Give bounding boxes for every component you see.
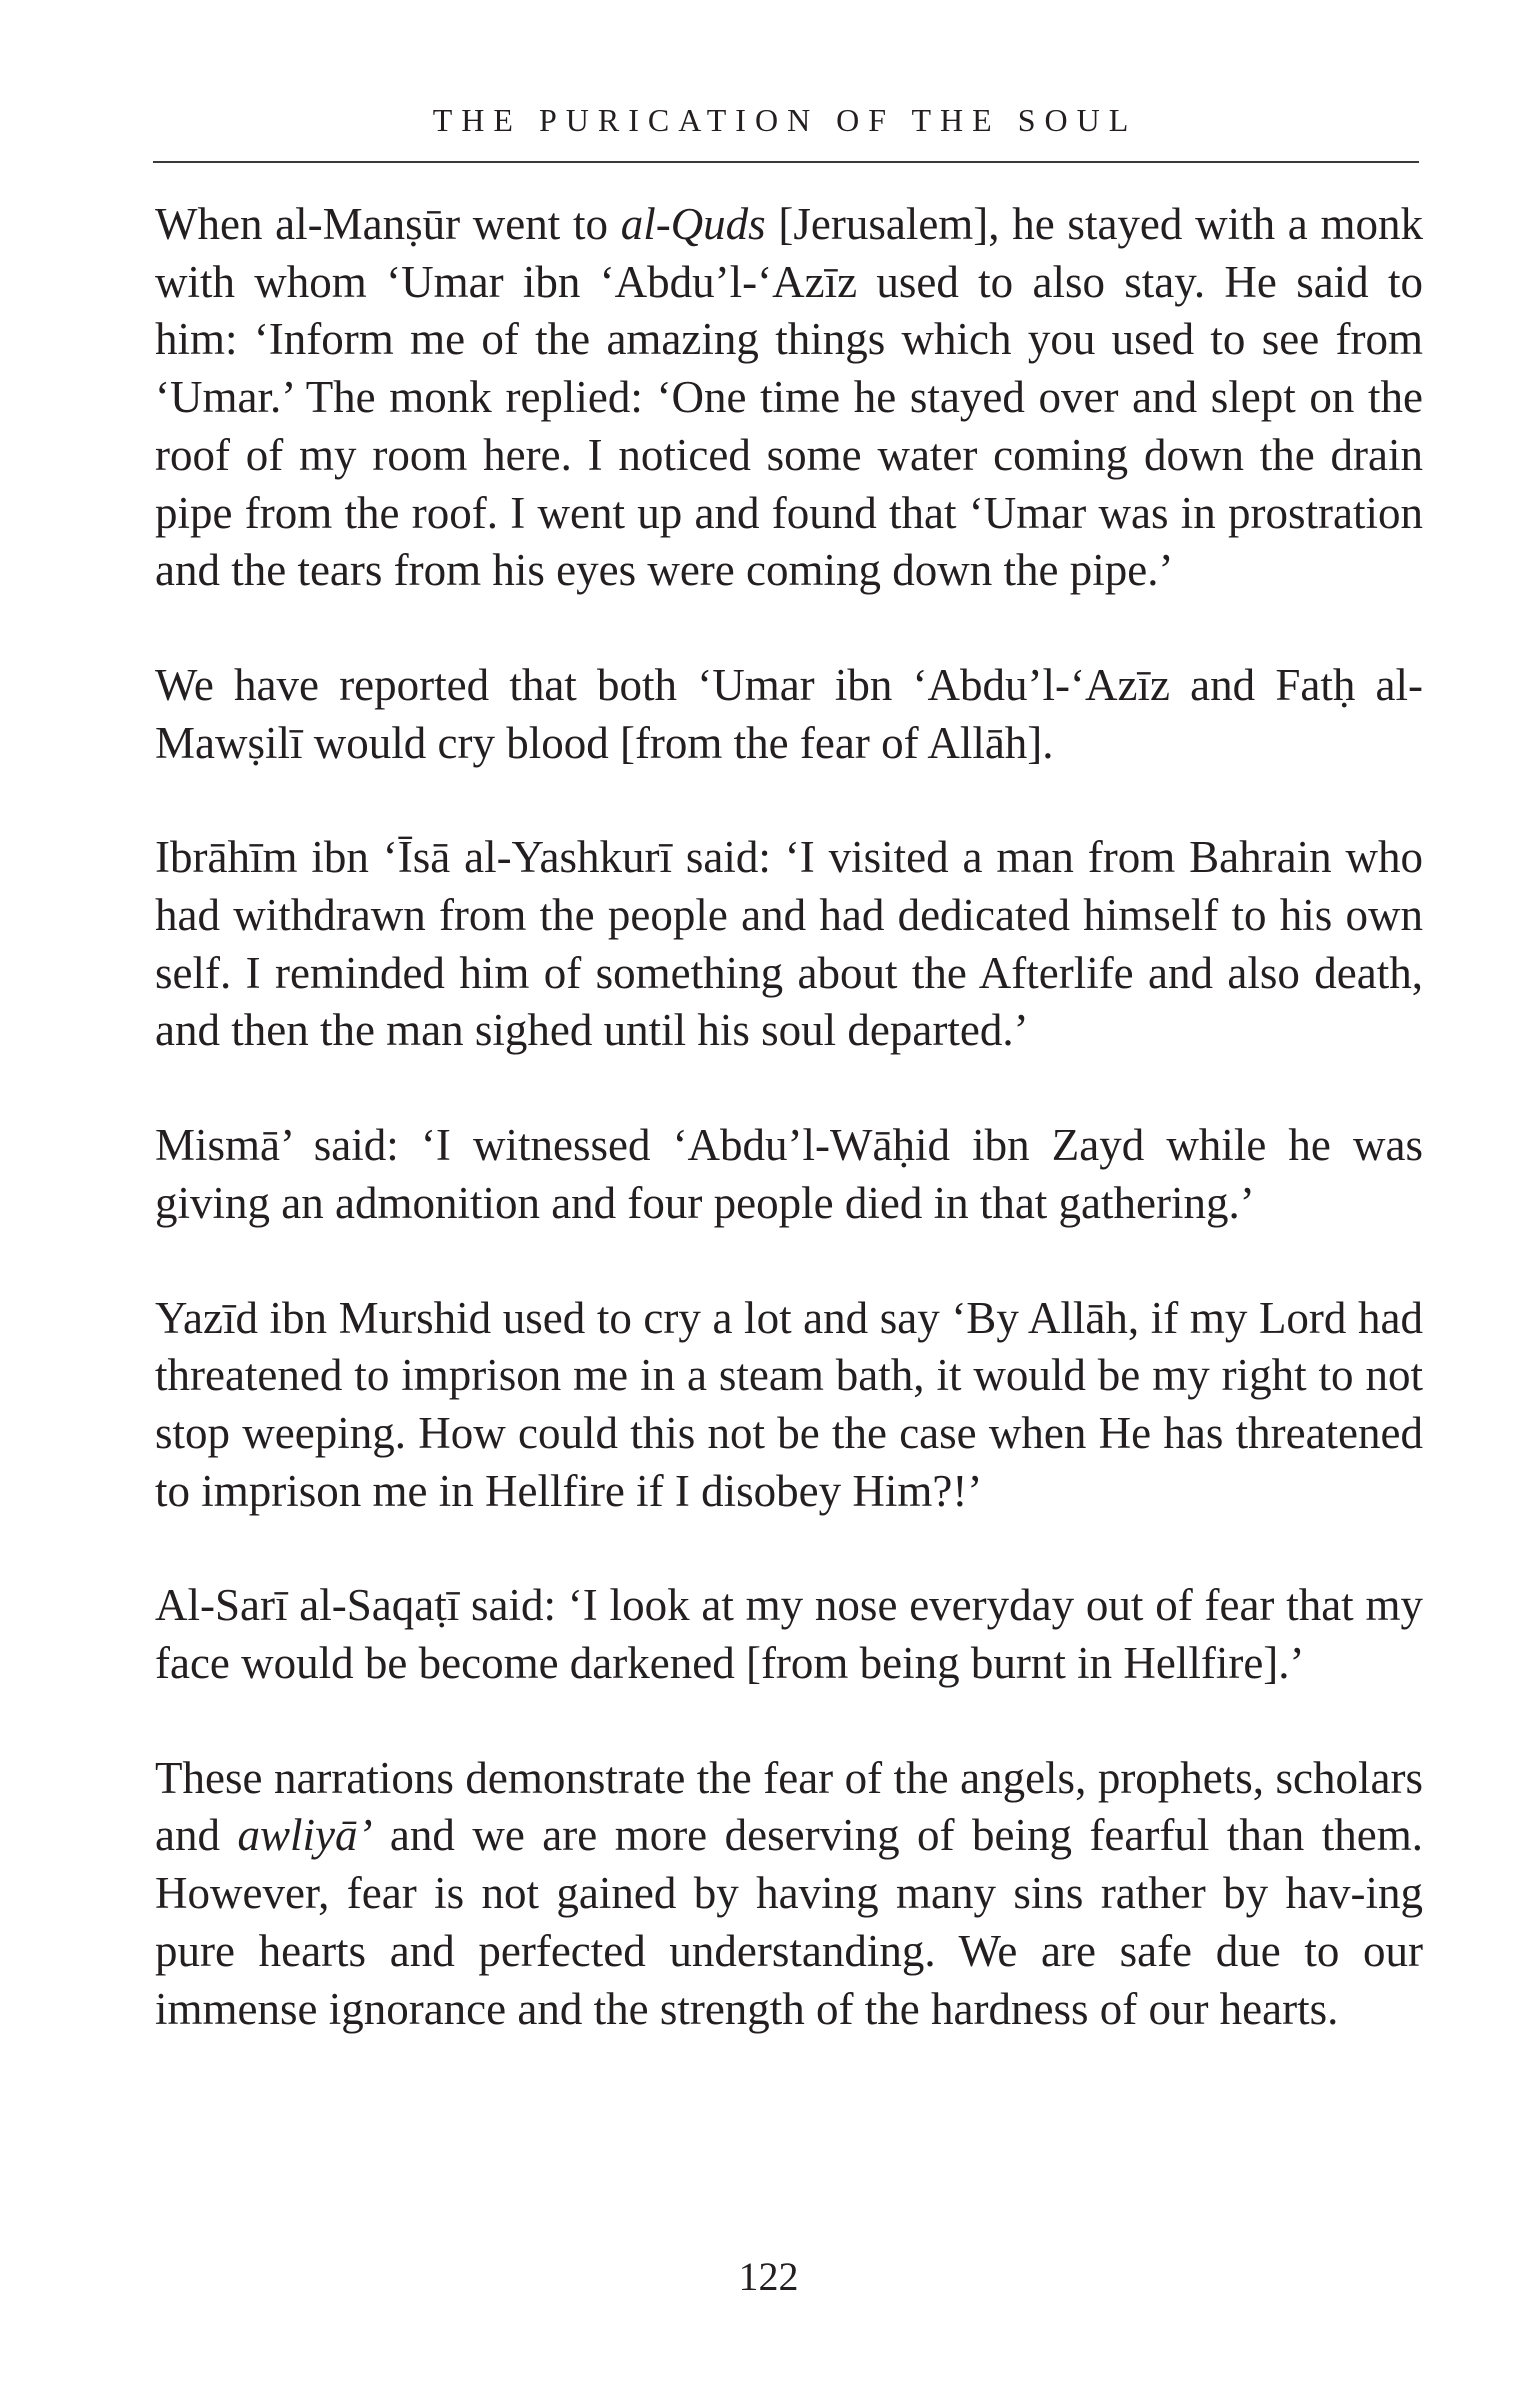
- paragraph-cry-blood: We have reported that both ‘Umar ibn ‘Abdu’l-‘Azīz and Fatḥ al-Mawṣilī would cry blood [from the fear of Allāh].: [155, 659, 1423, 768]
- paragraph-text: When al-Manṣūr went to: [155, 199, 621, 249]
- italic-term: awliyā’: [237, 1810, 373, 1861]
- paragraph-text: and we are more deserving of being fearful than them. However, fear is not gained by having many sins rather by hav-ing pure hearts and perfected understanding. We are safe due to our immense ignorance and the strength of the hardness of our hearts.: [155, 1810, 1423, 2034]
- paragraph-text: [Jerusalem], he stayed with a monk with whom ‘Umar ibn ‘Abdu’l-‘Azīz used to also stay. He said to him: ‘Inform me of the amazing things which you used to see from ‘Umar.’ The monk replied: ‘One time he stayed over and slept on the roof of my room here. I noticed some water coming down the drain pipe from the roof. I went up and found that ‘Umar was in prostration and the tears from his eyes were coming down the pipe.’: [155, 199, 1423, 596]
- body-text: [155, 196, 1423, 2038]
- header-rule: [153, 161, 1419, 163]
- paragraph-sari: Al-Sarī al-Saqaṭī said: ‘I look at my nose everyday out of fear that my face would be become darkened [from being burnt in Hellfire].’: [155, 1580, 1423, 1689]
- paragraph-misma: Mismā’ said: ‘I witnessed ‘Abdu’l-Wāḥid ibn Zayd while he was giving an admonition and four people died in that gathering.’: [155, 1120, 1423, 1228]
- paragraph-text: These narrations demonstrate the fear of the angels, prophets, scholars and: [155, 1752, 1423, 1861]
- paragraph-yazid: Yazīd ibn Murshid used to cry a lot and say ‘By Allāh, if my Lord had threatened to imprison me in a steam bath, it would be my right to not stop weeping. How could this not be the case when He has threatened to imprison me in Hellfire if I disobey Him?!’: [155, 1292, 1423, 1516]
- page-number: 122: [738, 2254, 799, 2299]
- paragraph-ibrahim: Ibrāhīm ibn ‘Īsā al-Yashkurī said: ‘I visited a man from Bahrain who had withdrawn from the people and had dedicated himself to his own self. I reminded him of something about the Afterlife and also death, and then the man sighed until his soul departed.’: [155, 832, 1423, 1056]
- paragraph-al-mansur: [155, 196, 1423, 600]
- italic-term: al-Quds: [620, 199, 766, 249]
- paragraph-narrations: [155, 1750, 1423, 2039]
- running-head: THE PURICATION OF THE SOUL: [432, 102, 1138, 138]
